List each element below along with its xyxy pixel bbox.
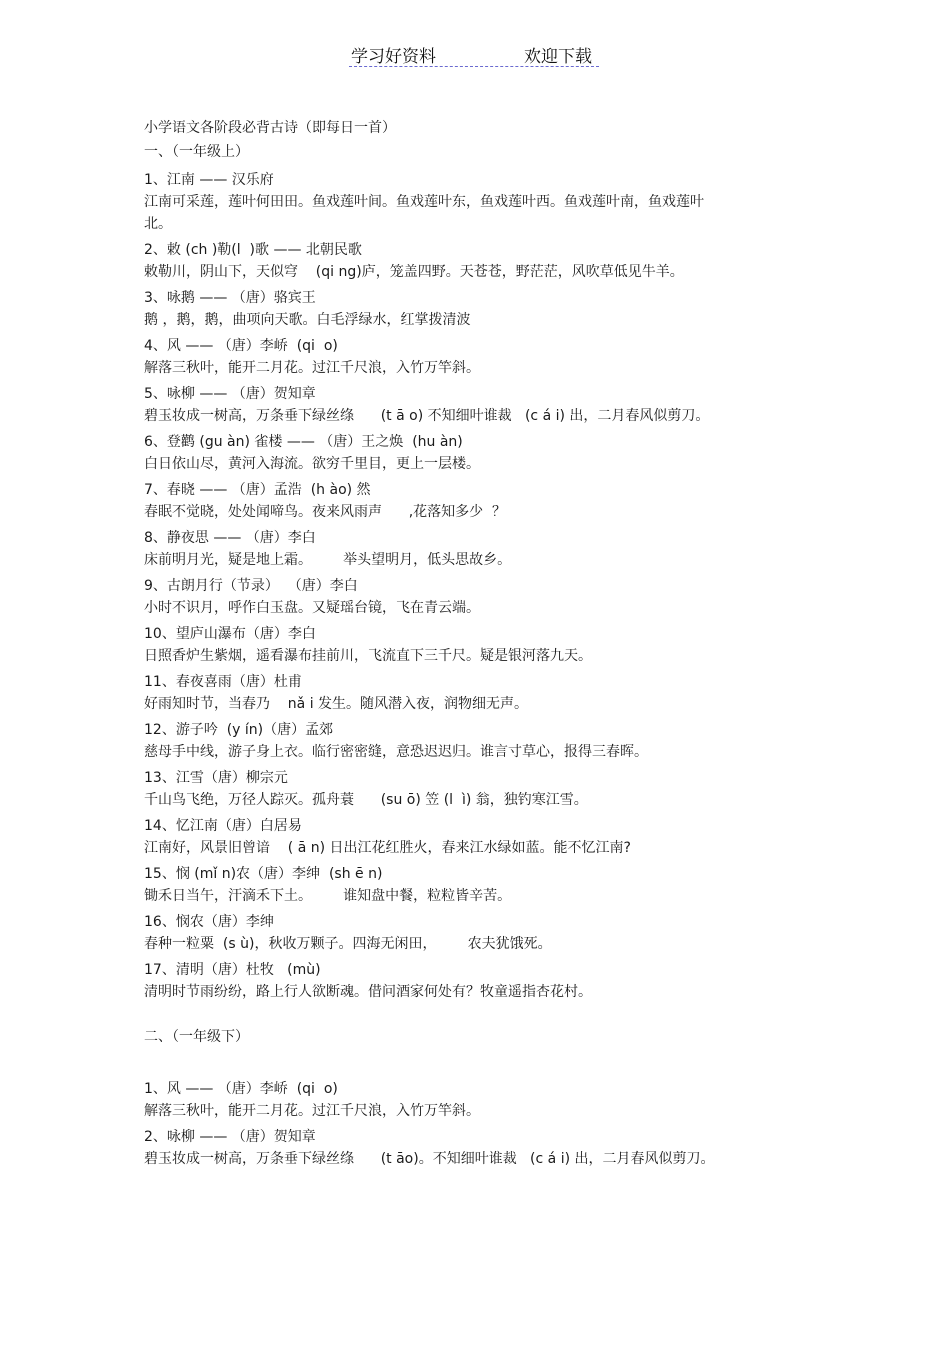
poem-block [144, 815, 764, 859]
poem-title: 5、咏柳 —— （唐）贺知章 [144, 386, 316, 402]
section-poem-list [144, 1078, 764, 1170]
poem-block [144, 911, 764, 955]
poem-block [144, 1126, 764, 1170]
poem-text: 解落三秋叶，能开二月花。过江千尺浪，入竹万竿斜。 [144, 360, 480, 376]
poem-text: 碧玉妆成一树高，万条垂下绿丝绦 (t āo)。不知细叶谁裁 (c á i) 出，二月春风似剪刀。 [144, 1151, 715, 1167]
poem-title: 4、风 —— （唐）李峤 (qi o) [144, 338, 338, 354]
section-spacer [144, 1007, 764, 1027]
poem-title: 10、望庐山瀑布（唐）李白 [144, 626, 316, 642]
poem-title: 14、忆江南（唐）白居易 [144, 818, 302, 834]
poem-text: 春种一粒粟 (s ù)，秋收万颗子。四海无闲田， 农夫犹饿死。 [144, 936, 552, 952]
poem-title: 11、春夜喜雨（唐）杜甫 [144, 674, 302, 690]
poem-block [144, 527, 764, 571]
header-left-text: 学习好资料 [351, 47, 436, 67]
poem-text: 白日依山尽，黄河入海流。欲穷千里目，更上一层楼。 [144, 456, 480, 472]
poem-block [144, 767, 764, 811]
poem-block [144, 239, 764, 283]
poem-text: 锄禾日当午，汗滴禾下土。 谁知盘中餐，粒粒皆辛苦。 [144, 888, 512, 904]
poem-text: 碧玉妆成一树高，万条垂下绿丝绦 (t ā o) 不知细叶谁裁 (c á i) 出，二月春风似剪刀。 [144, 408, 710, 424]
section-heading: 一、（一年级上） [144, 144, 249, 160]
poem-text: 敕勒川，阴山下，天似穹 (qi ng)庐，笼盖四野。天苍苍，野茫茫，风吹草低见牛羊。 [144, 264, 684, 280]
document-body [144, 118, 764, 1174]
poem-text: 好雨知时节，当春乃 nǎ i 发生。随风潜入夜，润物细无声。 [144, 696, 529, 712]
poem-text: 春眠不觉晓，处处闻啼鸟。夜来风雨声 ,花落知多少 ？ [144, 504, 507, 520]
poem-title: 17、清明（唐）杜牧 (mù) [144, 962, 321, 978]
doc-title: 小学语文各阶段必背古诗（即每日一首） [144, 120, 396, 136]
section-heading: 二、（一年级下） [144, 1029, 249, 1045]
poem-text: 慈母手中线，游子身上衣。临行密密缝，意恐迟迟归。谁言寸草心，报得三春晖。 [144, 744, 648, 760]
poem-text: 千山鸟飞绝，万径人踪灭。孤舟蓑 (su ō) 笠 (l ì) 翁，独钓寒江雪。 [144, 792, 588, 808]
section-spacer [144, 1048, 764, 1078]
poem-block [144, 863, 764, 907]
poem-title: 2、咏柳 —— （唐）贺知章 [144, 1129, 316, 1145]
poem-title: 1、风 —— （唐）李峤 (qi o) [144, 1081, 338, 1097]
poem-title: 8、静夜思 —— （唐）李白 [144, 530, 316, 546]
poem-text: 鹅 ，鹅，鹅，曲项向天歌。白毛浮绿水，红掌拨清波 [144, 312, 471, 328]
poem-title: 1、江南 —— 汉乐府 [144, 172, 274, 188]
poem-title: 7、春晓 —— （唐）孟浩 (h ào) 然 [144, 482, 371, 498]
poem-title: 2、敕 (ch )勒(l )歌 —— 北朝民歌 [144, 242, 362, 258]
poem-title: 13、江雪（唐）柳宗元 [144, 770, 288, 786]
poem-title: 16、悯农（唐）李绅 [144, 914, 274, 930]
poem-text: 床前明月光，疑是地上霜。 举头望明月，低头思故乡。 [144, 552, 512, 568]
poem-text: 清明时节雨纷纷，路上行人欲断魂。借问酒家何处有？牧童遥指杏花村。 [144, 984, 592, 1000]
poem-text: 日照香炉生紫烟，遥看瀑布挂前川，飞流直下三千尺。疑是银河落九天。 [144, 648, 592, 664]
poem-text: 小时不识月，呼作白玉盘。又疑瑶台镜，飞在青云端。 [144, 600, 480, 616]
poem-block [144, 383, 764, 427]
poem-block [144, 719, 764, 763]
poem-block [144, 335, 764, 379]
poem-block [144, 623, 764, 667]
poem-title: 9、古朗月行（节录） （唐）李白 [144, 578, 358, 594]
poem-block [144, 431, 764, 475]
header-right-text: 欢迎下载 [524, 47, 592, 67]
poem-block [144, 479, 764, 523]
poem-title: 3、咏鹅 —— （唐）骆宾王 [144, 290, 316, 306]
poem-text: 北。 [144, 216, 172, 232]
poem-block [144, 169, 764, 235]
poem-block [144, 959, 764, 1003]
poem-text: 江南可采莲，莲叶何田田。鱼戏莲叶间。鱼戏莲叶东，鱼戏莲叶西。鱼戏莲叶南，鱼戏莲叶 [144, 194, 704, 210]
poem-block [144, 287, 764, 331]
poem-block [144, 1078, 764, 1122]
poem-block [144, 671, 764, 715]
poem-title: 6、登鹳 (gu àn) 雀楼 —— （唐）王之焕 (hu àn) [144, 434, 463, 450]
poem-text: 解落三秋叶，能开二月花。过江千尺浪，入竹万竿斜。 [144, 1103, 480, 1119]
section-poem-list [144, 169, 764, 1003]
page-header [349, 40, 599, 67]
poem-title: 12、游子吟 (y ín)（唐）孟郊 [144, 722, 334, 738]
poem-text: 江南好，风景旧曾谙 ( ā n) 日出江花红胜火，春来江水绿如蓝。能不忆江南? [144, 840, 631, 856]
poem-block [144, 575, 764, 619]
poem-title: 15、悯 (mǐ n)农（唐）李绅 (sh ē n) [144, 866, 383, 882]
